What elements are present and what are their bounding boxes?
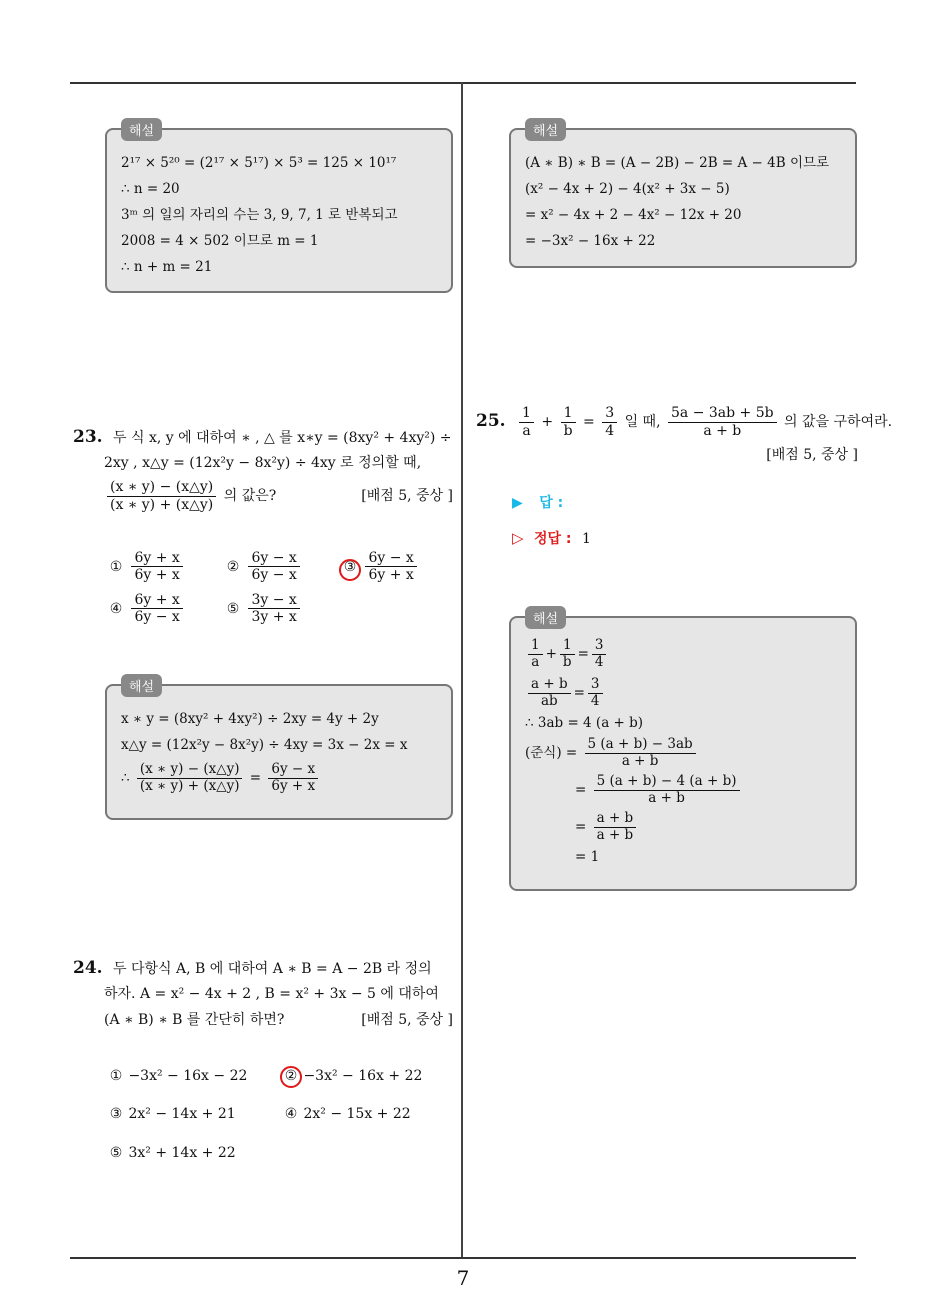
top-rule (70, 82, 856, 84)
expression-prefix: (준식) = (525, 745, 578, 761)
option-marker: ③ (343, 558, 357, 575)
fraction-denominator: a + b (648, 790, 685, 806)
question-fraction (107, 479, 216, 512)
solution-tag: 해설 (525, 606, 566, 629)
therefore-symbol: ∴ (121, 770, 130, 786)
option-marker: ④ (109, 600, 123, 617)
fraction-numerator: 6y − x (248, 550, 299, 567)
fraction-denominator: a (531, 654, 540, 670)
equals-sign: = (575, 819, 587, 835)
fraction-numerator: 5 (a + b) − 3ab (585, 737, 696, 754)
fraction-numerator: 5a − 3ab + 5b (668, 405, 777, 422)
equals-sign: = (583, 414, 595, 430)
fraction-numerator: a + b (528, 677, 571, 694)
question-text: 두 식 x, y 에 대하여 ∗ , △ 를 x∗y = (8xy² + 4xy²) ÷ (113, 430, 452, 446)
fraction-denominator: 6y − x (134, 609, 180, 626)
option-text: 2x² − 15x + 22 (303, 1106, 411, 1122)
option-text: −3x² − 16x − 22 (128, 1068, 248, 1084)
question-number: 23. (73, 427, 103, 447)
fraction-denominator: 4 (605, 422, 615, 439)
fraction-numerator: (x ∗ y) − (x△y) (137, 762, 243, 779)
solution-fraction-line (121, 758, 437, 798)
fraction-denominator: ab (540, 693, 558, 709)
option-1[interactable] (108, 550, 186, 583)
play-triangle-icon: ▶ (512, 495, 523, 511)
fraction-numerator: 3 (592, 638, 607, 655)
solution-line: = −3x² − 16x + 22 (525, 233, 656, 249)
solution-line: 2008 = 4 × 502 이므로 m = 1 (121, 233, 319, 249)
question-24 (73, 955, 453, 1033)
option-2[interactable] (225, 550, 303, 583)
fraction-denominator: a + b (703, 422, 742, 439)
solution-line: 2¹⁷ × 5²⁰ = (2¹⁷ × 5¹⁷) × 5³ = 125 × 10¹⁷ (121, 155, 397, 171)
fraction-numerator: 6y − x (268, 762, 318, 779)
solution-line: 3ᵐ 의 일의 자리의 수는 3, 9, 7, 1 로 반복되고 (121, 207, 398, 223)
equals-sign: = (573, 685, 585, 701)
option-text: 2x² − 14x + 21 (128, 1106, 236, 1122)
fraction-denominator: 6y + x (134, 567, 180, 584)
solution-tag: 해설 (121, 118, 162, 141)
fraction-denominator: 4 (590, 693, 600, 709)
option-marker: ① (109, 558, 123, 575)
fraction-numerator: 6y + x (131, 550, 182, 567)
question-23 (73, 424, 453, 516)
solution-tag: 해설 (525, 118, 566, 141)
solution-box-22 (105, 124, 453, 293)
option-text: −3x² − 16x + 22 (303, 1068, 423, 1084)
equals-sign: = (577, 646, 589, 662)
fraction-numerator: 3 (602, 405, 617, 422)
outline-triangle-icon: ▷ (512, 529, 524, 547)
option-marker: ② (226, 558, 240, 575)
plus-sign: + (545, 646, 557, 662)
solution-fraction-line (525, 674, 841, 712)
solution-box-right-top (509, 124, 857, 268)
option-4[interactable] (283, 1106, 411, 1122)
fraction-numerator: (x ∗ y) − (x△y) (107, 479, 216, 496)
option-marker: ② (284, 1068, 298, 1084)
question-number: 24. (73, 958, 103, 978)
fraction-denominator: 6y + x (271, 778, 316, 794)
selected-answer-circle (280, 1066, 302, 1088)
solution-line: = x² − 4x + 2 − 4x² − 12x + 20 (525, 207, 742, 223)
option-4[interactable] (108, 592, 186, 625)
solution-line: (x² − 4x + 2) − 4(x² + 3x − 5) (525, 181, 730, 197)
solution-fraction-line (525, 634, 841, 674)
fraction-numerator: 1 (528, 638, 543, 655)
correct-answer-value: 1 (581, 531, 591, 547)
question-text: 2xy , x△y = (12x²y − 8x²y) ÷ 4xy 로 정의할 때, (104, 455, 422, 471)
fraction-denominator: 6y − x (251, 567, 297, 584)
option-marker: ① (109, 1068, 123, 1084)
equals-sign: = (249, 770, 262, 786)
fraction-numerator: 6y + x (131, 592, 182, 609)
option-3[interactable] (108, 1106, 236, 1122)
fraction-denominator: b (563, 422, 573, 439)
selected-answer-circle (339, 559, 361, 581)
fraction-numerator: 1 (519, 405, 534, 422)
question-text: 의 값을 구하여라. (784, 414, 893, 430)
option-marker: ⑤ (109, 1145, 123, 1161)
solution-fraction-line (525, 808, 841, 846)
solution-fraction-line (525, 772, 841, 808)
question-25 (476, 400, 893, 468)
fraction-numerator: 5 (a + b) − 4 (a + b) (594, 774, 740, 791)
score-meta: [배점 5, 중상 ] (361, 488, 453, 504)
page-number: 7 (456, 1266, 470, 1290)
solution-line: ∴ 3ab = 4 (a + b) (525, 715, 644, 731)
score-meta: [배점 5, 중상 ] (361, 1012, 453, 1028)
answer-input-row[interactable] (512, 492, 563, 512)
question-tail: 의 값은? (223, 488, 277, 504)
solution-line: ∴ n + m = 21 (121, 259, 213, 275)
fraction-denominator: a (522, 422, 531, 439)
option-5[interactable] (108, 1145, 236, 1161)
fraction-denominator: b (562, 654, 572, 670)
fraction-numerator: 1 (560, 638, 575, 655)
option-text: 3x² + 14x + 22 (128, 1145, 236, 1161)
option-5[interactable] (225, 592, 303, 625)
question-text: 두 다항식 A, B 에 대하여 A ∗ B = A − 2B 라 정의 (113, 961, 432, 977)
option-1[interactable] (108, 1068, 247, 1084)
option-marker: ④ (284, 1106, 298, 1122)
solution-line: = 1 (575, 849, 600, 865)
correct-answer-label: 정답 : (534, 531, 572, 547)
option-marker: ③ (109, 1106, 123, 1122)
solution-tag: 해설 (121, 674, 162, 697)
question-text: 일 때, (624, 414, 661, 430)
fraction-denominator: a + b (596, 827, 634, 843)
fraction-numerator: 6y − x (365, 550, 416, 567)
solution-fraction-line (525, 734, 841, 772)
question-text: 하자. A = x² − 4x + 2 , B = x² + 3x − 5 에 대하여 (104, 986, 439, 1002)
solution-line: x ∗ y = (8xy² + 4xy²) ÷ 2xy = 4y + 2y (121, 711, 379, 727)
option-2[interactable] (283, 1068, 422, 1084)
equals-sign: = (575, 782, 587, 798)
fraction-denominator: 4 (594, 654, 604, 670)
bottom-rule (70, 1257, 856, 1259)
plus-sign: + (541, 414, 554, 430)
question-text: (A ∗ B) ∗ B 를 간단히 하면? (104, 1012, 285, 1028)
solution-line: (A ∗ B) ∗ B = (A − 2B) − 2B = A − 4B 이므로 (525, 155, 830, 171)
fraction-denominator: (x ∗ y) + (x△y) (139, 778, 240, 794)
fraction-numerator: 3 (588, 677, 603, 694)
column-divider (461, 82, 463, 1259)
fraction-denominator: a + b (621, 753, 659, 769)
solution-box-25 (509, 612, 857, 891)
option-marker: ⑤ (226, 600, 240, 617)
fraction-denominator: (x ∗ y) + (x△y) (110, 496, 214, 513)
solution-box-23 (105, 680, 453, 820)
fraction-numerator: a + b (594, 811, 637, 828)
solution-line: ∴ n = 20 (121, 181, 180, 197)
fraction-denominator: 6y + x (368, 567, 414, 584)
question-number: 25. (476, 411, 506, 431)
fraction-numerator: 1 (561, 405, 576, 422)
solution-line: x△y = (12x²y − 8x²y) ÷ 4xy = 3x − 2x = x (121, 737, 408, 753)
answer-label: 답 : (539, 495, 564, 511)
fraction-denominator: 3y + x (251, 609, 297, 626)
score-meta: [배점 5, 중상 ] (766, 447, 858, 463)
correct-answer-row (512, 528, 591, 548)
fraction-numerator: 3y − x (248, 592, 299, 609)
